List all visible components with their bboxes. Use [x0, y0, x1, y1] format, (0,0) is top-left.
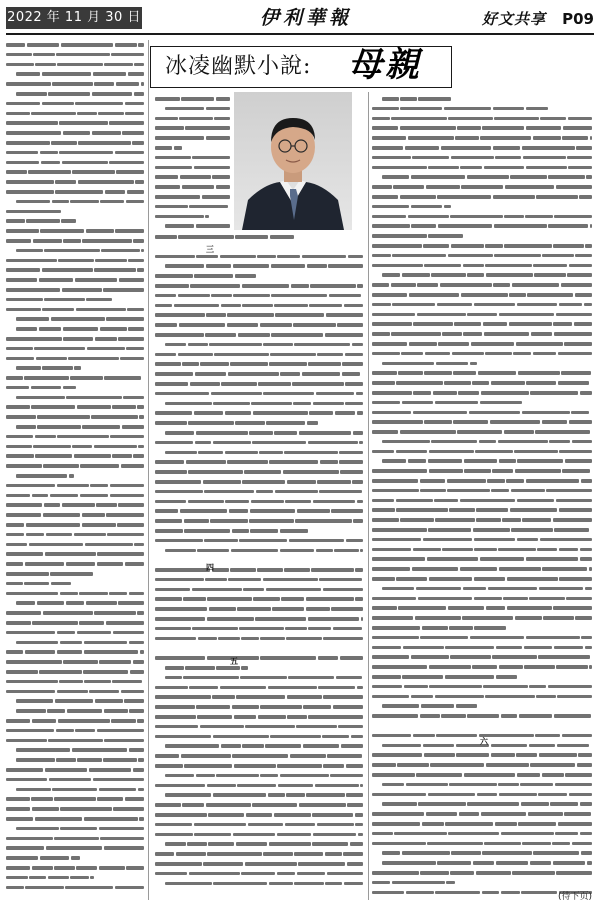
text-line: [372, 261, 594, 271]
text-line: [155, 732, 365, 742]
column-divider: [148, 40, 149, 900]
text-line: [372, 525, 594, 535]
text-line: [155, 252, 365, 262]
text-line: [372, 799, 594, 809]
text-line: [372, 408, 594, 418]
text-line: [372, 868, 594, 878]
text-line: [155, 487, 365, 497]
text-line: [155, 692, 365, 702]
text-line: [372, 878, 594, 888]
text-line: [6, 69, 146, 79]
text-line: [372, 496, 594, 506]
text-line: [155, 751, 365, 761]
text-line: [6, 363, 146, 373]
text-line: [372, 858, 594, 868]
text-line: [155, 653, 365, 663]
text-line: [155, 673, 365, 683]
text-line: [6, 393, 146, 403]
text-line: [372, 584, 594, 594]
text-line: [6, 853, 146, 863]
text-line: [6, 236, 146, 246]
text-line: [372, 643, 594, 653]
text-line: [155, 790, 365, 800]
section-number: 六: [480, 737, 488, 746]
text-line: [6, 491, 146, 501]
text-line: [6, 422, 146, 432]
text-line: [6, 216, 146, 226]
newspaper-masthead: 伊利華報: [259, 7, 352, 29]
text-line: [6, 863, 146, 873]
text-line: [372, 594, 594, 604]
text-line: [6, 706, 146, 716]
text-line: [372, 339, 594, 349]
text-line: [155, 418, 365, 428]
text-line: [372, 701, 594, 711]
text-line: [372, 153, 594, 163]
text-line: [372, 476, 594, 486]
section-number: 四: [206, 563, 214, 572]
issue-date: 2022 年 11 月 30 日: [6, 7, 142, 29]
text-line: [6, 246, 146, 256]
text-line: [372, 652, 594, 662]
text-line: [6, 500, 146, 510]
text-line: [6, 530, 146, 540]
text-line: [372, 790, 594, 800]
text-line: [6, 138, 146, 148]
text-line: [372, 300, 594, 310]
text-line: [155, 722, 365, 732]
text-line: [6, 824, 146, 834]
text-line: [372, 819, 594, 829]
text-line: [155, 879, 365, 889]
text-line: [372, 192, 594, 202]
text-line: [155, 477, 365, 487]
text-line: [155, 408, 365, 418]
text-line: [6, 765, 146, 775]
text-line: [6, 118, 146, 128]
text-line: [155, 546, 365, 556]
text-line: [155, 771, 365, 781]
text-line: [6, 373, 146, 383]
text-line: [6, 716, 146, 726]
text-line: [155, 555, 365, 565]
text-line: [6, 598, 146, 608]
text-line: [155, 448, 365, 458]
text-line: [372, 349, 594, 359]
text-line: [155, 94, 232, 104]
text-line: [372, 143, 594, 153]
text-line: [155, 221, 232, 231]
text-line: [372, 633, 594, 643]
text-line: [372, 231, 594, 241]
text-line: [6, 109, 146, 119]
text-line: [372, 770, 594, 780]
text-line: [6, 589, 146, 599]
text-line: [155, 379, 365, 389]
text-line: [372, 417, 594, 427]
text-line: [372, 662, 594, 672]
text-line: [6, 275, 146, 285]
text-line: [155, 301, 365, 311]
text-line: [155, 810, 365, 820]
text-line: [372, 682, 594, 692]
text-line: [6, 256, 146, 266]
text-line: [155, 114, 232, 124]
text-line: [6, 354, 146, 364]
text-line: [6, 834, 146, 844]
text-line: [155, 438, 365, 448]
text-line: [372, 133, 594, 143]
text-line: [372, 172, 594, 182]
text-line: [155, 800, 365, 810]
text-line: [155, 634, 365, 644]
text-line: [372, 329, 594, 339]
text-line: [372, 447, 594, 457]
text-line: [372, 270, 594, 280]
text-line: [6, 89, 146, 99]
text-line: [6, 745, 146, 755]
text-line: [372, 848, 594, 858]
text-line: [155, 830, 365, 840]
text-line: [6, 79, 146, 89]
article-title-prefix: 冰凌幽默小說:: [165, 54, 312, 79]
text-line: [372, 672, 594, 682]
text-line: [155, 604, 365, 614]
text-column-3: [372, 94, 594, 898]
text-line: [155, 575, 365, 585]
text-line: [6, 873, 146, 883]
author-portrait-photo: [234, 92, 352, 230]
column-text-lines: [155, 94, 232, 231]
text-line: [6, 667, 146, 677]
text-line: [155, 820, 365, 830]
text-column-2-lower: [155, 232, 365, 898]
text-line: [155, 369, 365, 379]
text-line: [155, 330, 365, 340]
text-line: [6, 755, 146, 765]
text-line: [6, 60, 146, 70]
text-line: [372, 94, 594, 104]
text-line: [372, 388, 594, 398]
text-line: [6, 618, 146, 628]
text-line: [6, 883, 146, 893]
text-line: [155, 516, 365, 526]
text-line: [155, 320, 365, 330]
text-line: [6, 383, 146, 393]
text-line: [6, 305, 146, 315]
text-line: [6, 50, 146, 60]
text-line: [6, 324, 146, 334]
text-line: [155, 624, 365, 634]
text-line: [6, 442, 146, 452]
text-line: [155, 869, 365, 879]
text-line: [372, 780, 594, 790]
portrait-icon: [234, 92, 352, 230]
text-line: [6, 726, 146, 736]
text-line: [372, 750, 594, 760]
text-line: [155, 859, 365, 869]
text-line: [372, 456, 594, 466]
text-line: [155, 683, 365, 693]
text-line: [372, 368, 594, 378]
text-line: [155, 536, 365, 546]
text-line: [372, 114, 594, 124]
text-line: [6, 843, 146, 853]
text-line: [6, 775, 146, 785]
text-line: [6, 265, 146, 275]
text-line: [155, 271, 365, 281]
text-line: [372, 437, 594, 447]
text-line: [372, 829, 594, 839]
text-line: [155, 350, 365, 360]
text-line: [372, 809, 594, 819]
text-line: [6, 520, 146, 530]
text-line: [155, 359, 365, 369]
text-line: [372, 310, 594, 320]
text-line: [6, 451, 146, 461]
section-title: 好文共享: [481, 10, 546, 28]
text-line: [155, 182, 232, 192]
text-line: [372, 378, 594, 388]
text-line: [6, 559, 146, 569]
text-line: [155, 526, 365, 536]
text-line: [155, 712, 365, 722]
text-line: [155, 163, 232, 173]
text-line: [155, 702, 365, 712]
text-line: [6, 549, 146, 559]
text-line: [6, 295, 146, 305]
text-line: [6, 177, 146, 187]
column-divider: [368, 92, 369, 900]
column-text-lines: [155, 232, 365, 888]
text-line: [155, 133, 232, 143]
text-line: [6, 794, 146, 804]
text-line: [6, 647, 146, 657]
text-line: [6, 696, 146, 706]
text-line: [6, 510, 146, 520]
text-line: [155, 202, 232, 212]
text-line: [155, 497, 365, 507]
text-line: [155, 123, 232, 133]
text-line: [6, 471, 146, 481]
text-line: [155, 389, 365, 399]
text-line: [372, 760, 594, 770]
text-line: [372, 290, 594, 300]
text-line: [372, 613, 594, 623]
text-line: [155, 242, 365, 252]
text-line: [155, 614, 365, 624]
text-line: [155, 741, 365, 751]
article-title-box: [150, 46, 452, 88]
text-line: [6, 785, 146, 795]
text-line: [372, 486, 594, 496]
text-line: [372, 280, 594, 290]
text-line: [372, 104, 594, 114]
text-line: [6, 736, 146, 746]
text-line: [6, 226, 146, 236]
text-line: [6, 638, 146, 648]
text-line: [155, 643, 365, 653]
text-line: [372, 466, 594, 476]
text-line: [155, 849, 365, 859]
text-line: [6, 814, 146, 824]
text-line: [372, 839, 594, 849]
column-text-lines: [372, 94, 594, 897]
section-number: 五: [230, 657, 238, 666]
text-line: [155, 399, 365, 409]
text-line: [6, 99, 146, 109]
text-line: [6, 687, 146, 697]
text-line: [6, 187, 146, 197]
text-line: [6, 804, 146, 814]
text-line: [6, 461, 146, 471]
text-line: [6, 432, 146, 442]
text-line: [6, 412, 146, 422]
text-line: [6, 40, 146, 50]
text-line: [372, 535, 594, 545]
text-line: [372, 505, 594, 515]
text-line: [372, 711, 594, 721]
text-line: [155, 261, 365, 271]
text-line: [155, 143, 232, 153]
text-line: [372, 554, 594, 564]
text-line: [155, 585, 365, 595]
text-line: [6, 207, 146, 217]
article-title-main: 母親: [348, 45, 422, 85]
text-line: [155, 565, 365, 575]
text-line: [155, 457, 365, 467]
page-number: P09: [562, 10, 594, 28]
text-line: [155, 839, 365, 849]
text-line: [372, 603, 594, 613]
text-line: [155, 506, 365, 516]
text-line: [155, 594, 365, 604]
text-line: [6, 628, 146, 638]
text-line: [155, 104, 232, 114]
text-line: [6, 314, 146, 324]
text-line: [372, 221, 594, 231]
text-column-1: [6, 40, 146, 898]
text-line: [372, 163, 594, 173]
text-line: [372, 515, 594, 525]
text-line: [6, 608, 146, 618]
text-line: [155, 172, 232, 182]
text-line: [155, 192, 232, 202]
text-line: [6, 657, 146, 667]
text-line: [372, 574, 594, 584]
text-line: [155, 291, 365, 301]
text-line: [6, 481, 146, 491]
text-line: [372, 123, 594, 133]
text-line: [155, 663, 365, 673]
text-line: [155, 761, 365, 771]
text-line: [372, 427, 594, 437]
text-line: [372, 251, 594, 261]
text-line: [155, 281, 365, 291]
continued-note: (待下页): [557, 892, 592, 902]
text-line: [6, 148, 146, 158]
text-line: [6, 579, 146, 589]
text-line: [372, 212, 594, 222]
text-line: [372, 182, 594, 192]
text-line: [372, 564, 594, 574]
text-line: [6, 285, 146, 295]
text-line: [6, 334, 146, 344]
text-line: [372, 359, 594, 369]
text-line: [6, 167, 146, 177]
text-line: [372, 202, 594, 212]
text-line: [372, 241, 594, 251]
text-line: [155, 781, 365, 791]
page-header: [6, 5, 594, 35]
text-line: [372, 623, 594, 633]
text-line: [372, 721, 594, 731]
text-line: [372, 692, 594, 702]
text-line: [6, 158, 146, 168]
column-text-lines: [6, 40, 146, 892]
text-line: [155, 340, 365, 350]
text-line: [155, 212, 232, 222]
text-line: [155, 428, 365, 438]
text-line: [372, 319, 594, 329]
text-line: [6, 402, 146, 412]
text-line: [155, 467, 365, 477]
text-line: [372, 398, 594, 408]
text-line: [6, 197, 146, 207]
text-line: [6, 540, 146, 550]
section-number: 三: [206, 245, 214, 254]
text-line: [6, 128, 146, 138]
text-line: [155, 153, 232, 163]
text-line: [6, 569, 146, 579]
text-line: [155, 232, 365, 242]
text-line: [6, 677, 146, 687]
text-line: [372, 545, 594, 555]
text-line: [155, 310, 365, 320]
text-line: [6, 344, 146, 354]
